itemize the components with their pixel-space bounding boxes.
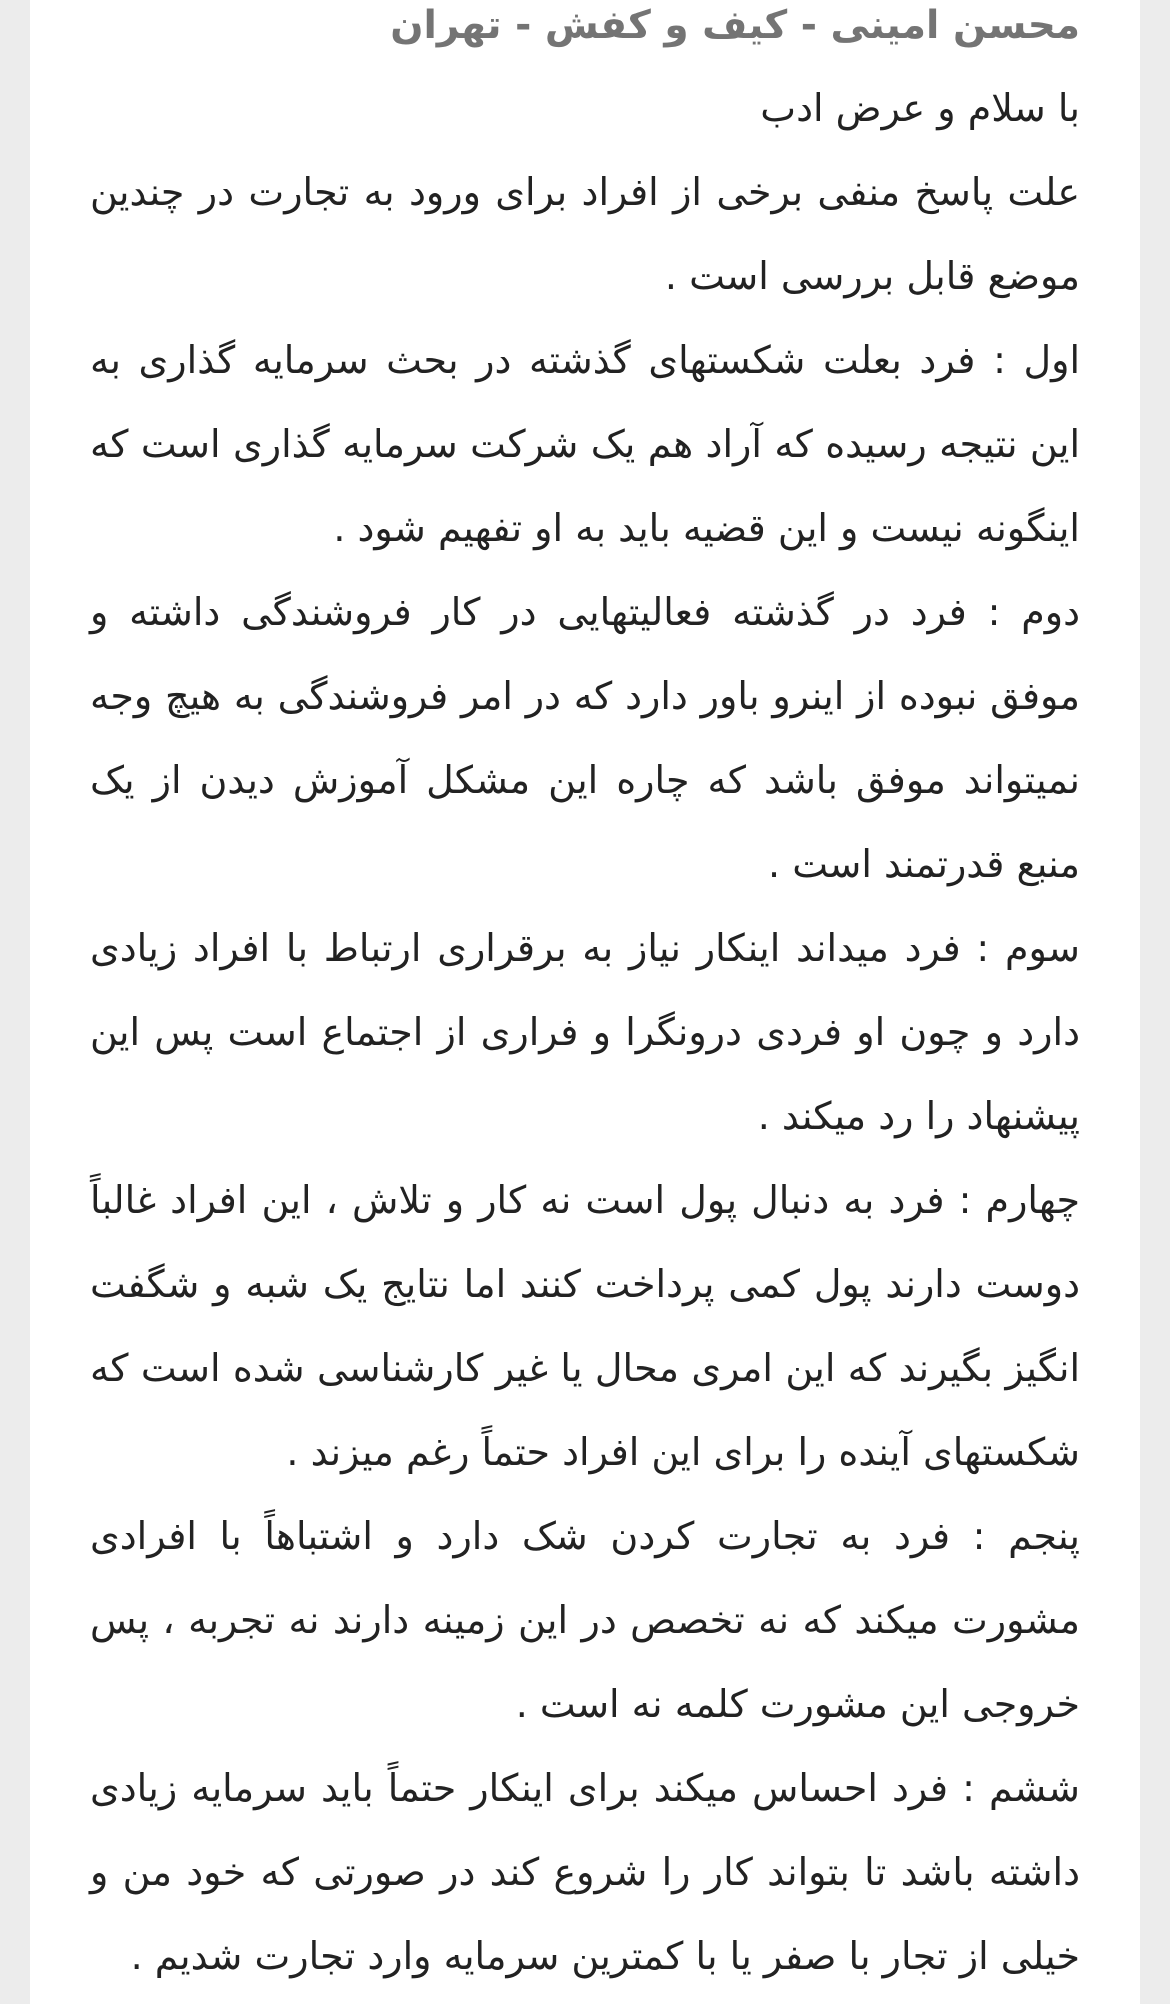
reason-sixth-paragraph: ششم : فرد احساس میکند برای اینکار حتماً باید سرمایه زیادی داشته باشد تا بتواند کار را شروع کند در صورتی که خود من و خیلی از تجار با صفر یا با کمترین سرمایه وارد تجارت شدیم . — [90, 1766, 1080, 1978]
reason-third-paragraph: سوم : فرد میداند اینکار نیاز به برقراری ارتباط با افراد زیادی دارد و چون او فردی درونگرا و فراری از اجتماع است پس این پیشنهاد را رد میکند . — [90, 926, 1080, 1138]
greeting-text: با سلام و عرض ادب — [760, 86, 1080, 130]
reason-second-paragraph: دوم : فرد در گذشته فعالیتهایی در کار فروشندگی داشته و موفق نبوده از اینرو باور دارد که در امر فروشندگی به هیچ وجه نمیتواند موفق باشد که چاره این مشکل آموزش دیدن از یک منبع قدرتمند است . — [90, 590, 1080, 886]
intro-paragraph: علت پاسخ منفی برخی از افراد برای ورود به تجارت در چندین موضع قابل بررسی است . — [90, 170, 1080, 298]
reason-first-paragraph: اول : فرد بعلت شکستهای گذشته در بحث سرمایه گذاری به این نتیجه رسیده که آراد هم یک شرکت سرمایه گذاری است که اینگونه نیست و این قضیه باید به او تفهیم شود . — [90, 338, 1080, 550]
comment-card — [30, 0, 1140, 2004]
reason-fifth-paragraph: پنجم : فرد به تجارت کردن شک دارد و اشتباهاً با افرادی مشورت میکند که نه تخصص در این زمینه دارند نه تجربه ، پس خروجی این مشورت کلمه نه است . — [90, 1514, 1080, 1726]
author-line: محسن امینی - کیف و کفش - تهران — [390, 3, 1080, 48]
reason-fourth-paragraph: چهارم : فرد به دنبال پول است نه کار و تلاش ، این افراد غالباً دوست دارند پول کمی پرداخت کنند اما نتایج یک شبه و شگفت انگیز بگیرند که این امری محال یا غیر کارشناسی شده است که شکستهای آینده را برای این افراد حتماً رغم میزند . — [90, 1178, 1080, 1474]
